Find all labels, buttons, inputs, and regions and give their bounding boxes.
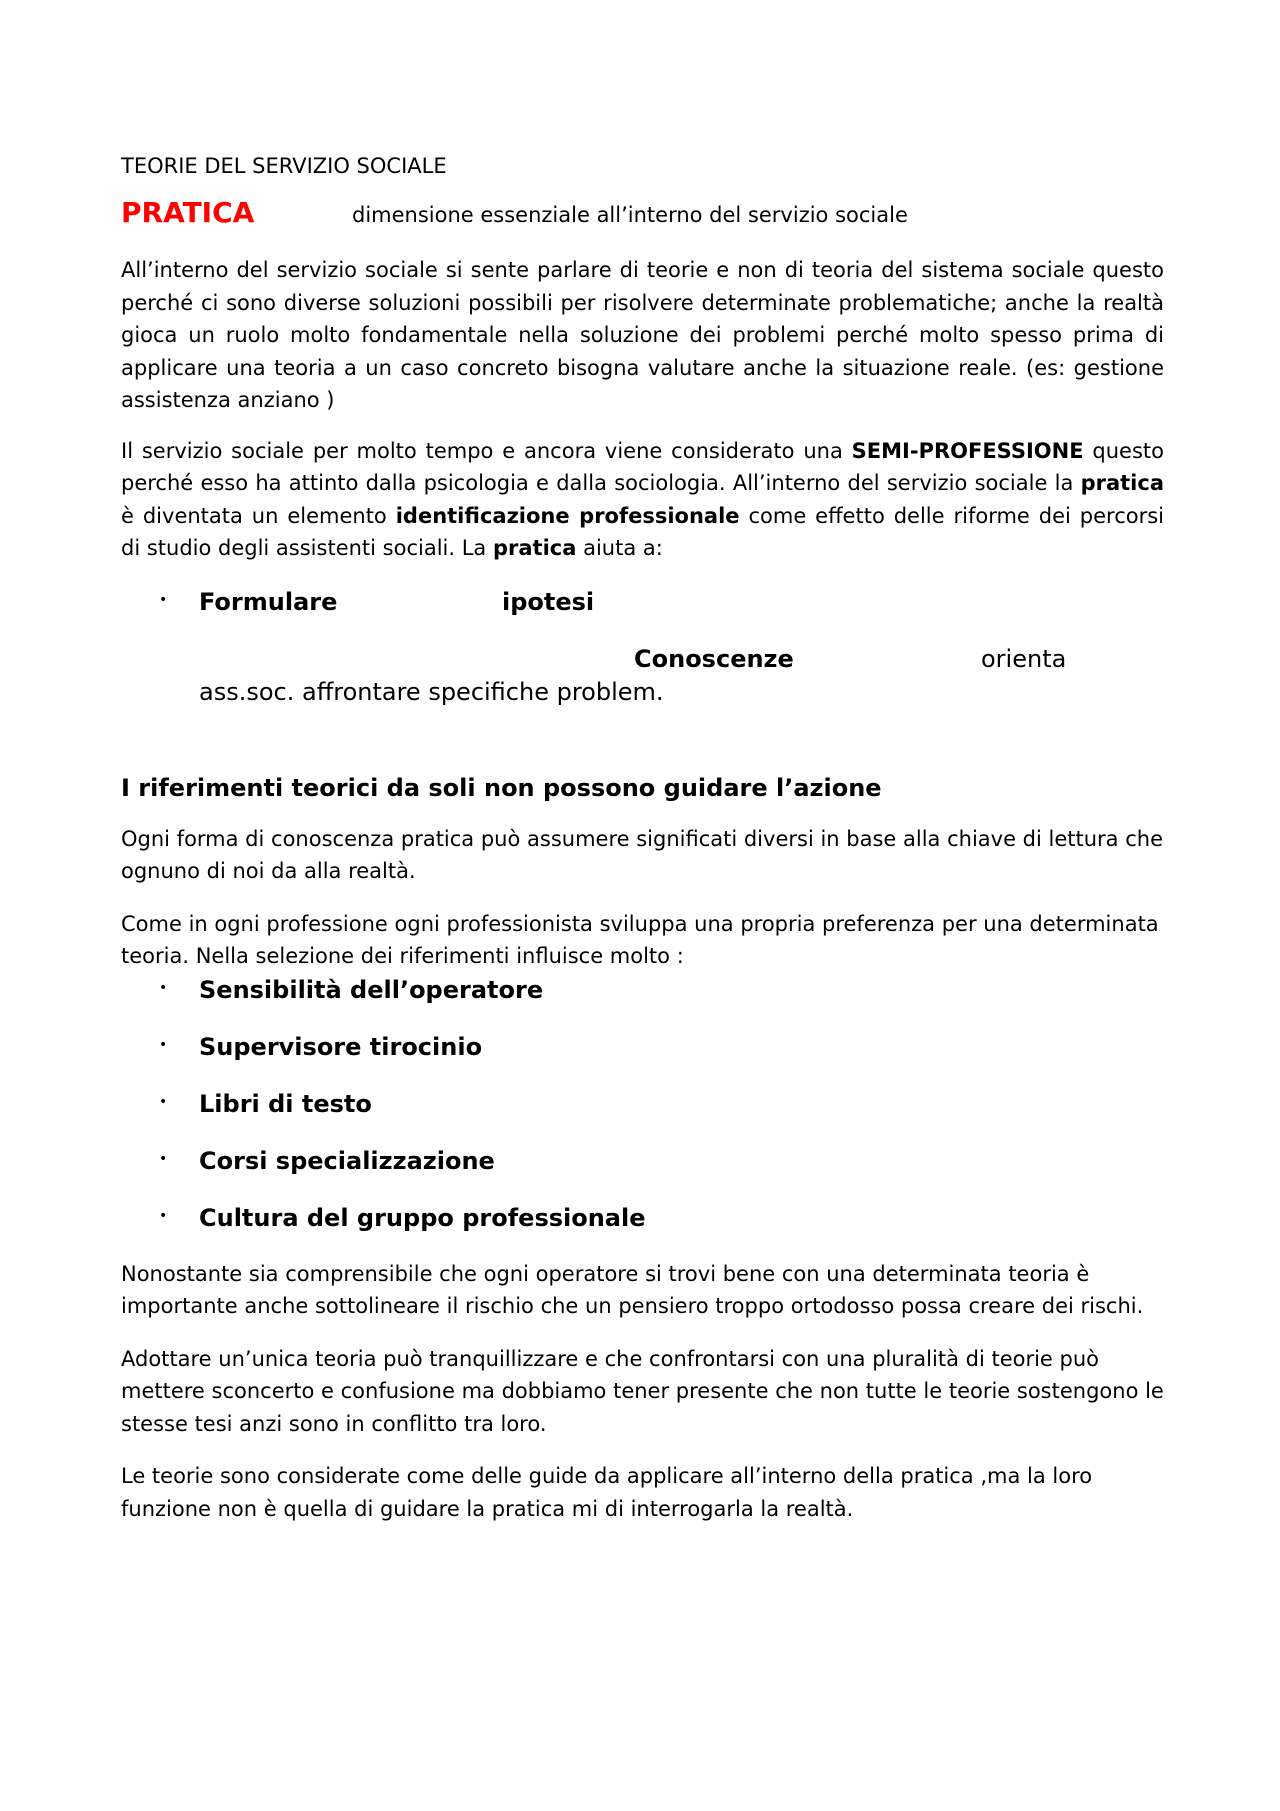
text-run: come effetto delle riforme dei percorsi di studio degli assistenti sociali. La bbox=[121, 503, 1164, 560]
document-page bbox=[121, 150, 1164, 1525]
paragraph-teorie: All’interno del servizio sociale si sente parlare di teorie e non di teoria del sistema sociale questo perché ci sono diverse soluzioni possibili per risolvere determinate problematiche; anche la realtà gioca un ruolo molto fondamentale nella soluzione dei problemi perché molto spesso prima di applicare una teoria a un caso concreto bisogna valutare anche la situazione reale. (es: gestione assistenza anziano ) bbox=[121, 258, 1164, 412]
bold-identificazione: identificazione professionale bbox=[395, 503, 740, 528]
paragraph-semi-professione bbox=[121, 435, 1164, 565]
ipotesi-word: ipotesi bbox=[502, 587, 595, 616]
text-run: è diventata un elemento bbox=[121, 503, 396, 528]
list-item bbox=[121, 1030, 1164, 1064]
paragraph-guide: Le teorie sono considerate come delle guide da applicare all’interno della pratica ,ma la loro funzione non è quella di guidare la pratica mi di interrogarla la realtà. bbox=[121, 1464, 1093, 1521]
bullet-icon: • bbox=[159, 591, 168, 608]
bullet-icon: • bbox=[159, 1093, 168, 1110]
section-heading: I riferimenti teorici da soli non possono guidare l’azione bbox=[121, 773, 882, 802]
list-item bbox=[121, 1144, 1164, 1178]
list-item-text: Corsi specializzazione bbox=[199, 1146, 495, 1175]
list-item bbox=[121, 1201, 1164, 1235]
list-item bbox=[121, 1087, 1164, 1121]
list-item-text: Sensibilità dell’operatore bbox=[199, 975, 544, 1004]
paragraph-conoscenza: Ogni forma di conoscenza pratica può assumere significati diversi in base alla chiave di lettura che ognuno di noi da alla realtà. bbox=[121, 826, 1163, 883]
formulare-bullet bbox=[121, 585, 1164, 721]
conoscenze-word: Conoscenze bbox=[634, 644, 794, 673]
bullet-icon: • bbox=[159, 1207, 168, 1224]
text-run: questo perché esso ha attinto dalla psicologia e dalla sociologia. All’interno del servizio sociale la bbox=[121, 438, 1165, 495]
influences-list bbox=[121, 973, 1164, 1235]
pratica-description: dimensione essenziale all’interno del servizio sociale bbox=[352, 203, 908, 227]
paragraph-nonostante: Nonostante sia comprensibile che ogni operatore si trovi bene con una determinata teoria è importante anche sottolineare il rischio che un pensiero troppo ortodosso possa creare dei rischi. bbox=[121, 1261, 1144, 1318]
document-title: TEORIE DEL SERVIZIO SOCIALE bbox=[121, 154, 447, 178]
list-item-text: Cultura del gruppo professionale bbox=[199, 1203, 646, 1232]
bullet-icon: • bbox=[159, 979, 168, 996]
list-item bbox=[121, 973, 1164, 1007]
list-item-text: Libri di testo bbox=[199, 1089, 372, 1118]
formulare-word: Formulare bbox=[199, 587, 338, 616]
bullet-icon: • bbox=[159, 1150, 168, 1167]
bold-pratica: pratica bbox=[1080, 471, 1164, 495]
paragraph-adottare: Adottare un’unica teoria può tranquillizzare e che confrontarsi con una pluralità di teorie può mettere sconcerto e confusione ma dobbiamo tener presente che non tutte le teorie sostengono le stesse tesi anzi sono in conflitto tra loro. bbox=[121, 1346, 1164, 1436]
text-run: aiuta a: bbox=[576, 536, 663, 560]
list-item-text: Supervisore tirocinio bbox=[199, 1032, 483, 1061]
orienta-word: orienta bbox=[981, 644, 1067, 673]
paragraph-professione: Come in ogni professione ogni professionista sviluppa una propria preferenza per una determinata teoria. Nella selezione dei riferimenti influisce molto : bbox=[121, 911, 1159, 968]
pratica-keyword: PRATICA bbox=[121, 196, 255, 229]
pratica-header bbox=[121, 192, 1164, 242]
affrontare-line: ass.soc. affrontare specifiche problem. bbox=[199, 677, 664, 706]
bold-semi-professione: SEMI-PROFESSIONE bbox=[851, 438, 1084, 463]
text-run: Il servizio sociale per molto tempo e ancora viene considerato una bbox=[121, 438, 852, 463]
bold-pratica-2: pratica bbox=[492, 536, 577, 560]
bullet-icon: • bbox=[159, 1036, 168, 1053]
